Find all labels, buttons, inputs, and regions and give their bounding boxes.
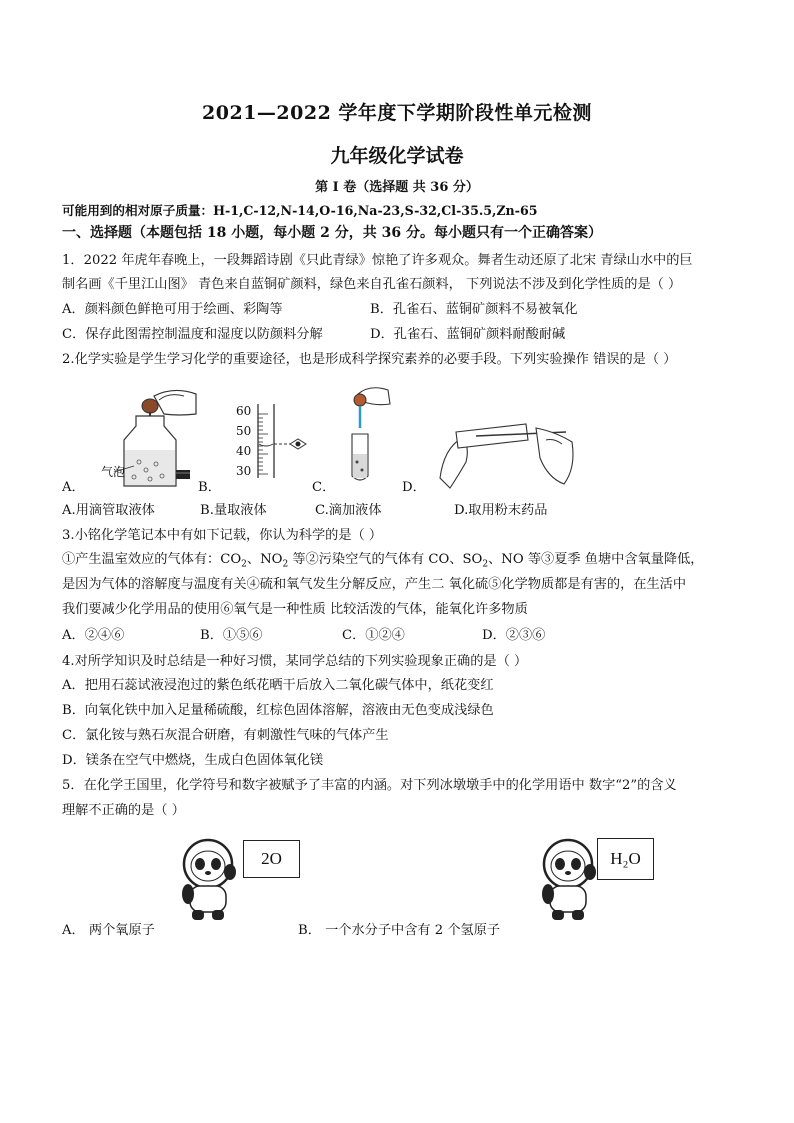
q4-option-d: D．镁条在空气中燃烧，生成白色固体氧化镁 [62,753,324,768]
q3-line1: ①产生温室效应的气体有：$CO_2$、$NO_2$ 等②污染空气的气体有 CO、$SO_2$、NO 等③夏季 鱼塘中含氧量降低， [62,552,704,570]
q2-letter-c: C． [312,480,336,495]
q4-option-c: C．氯化铵与熟石灰混合研磨，有刺激性气味的气体产生 [62,728,389,743]
q4-stem: 4.对所学知识及时总结是一种好习惯，某同学总结的下列实验现象正确的是（ ） [62,654,528,669]
q1-stem-line1: 1．2022 年虎年春晚上，一段舞蹈诗剧《只此青绿》惊艳了许多观众。舞者生动还原了北宋 青绿山水中的巨 [62,253,693,268]
q1-option-a: A．颜料颜色鲜艳可用于绘画、彩陶等 [62,302,283,317]
q3-option-c: C．①②④ [342,628,405,643]
q4-option-a: A．把用石蕊试液浸泡过的紫色纸花晒干后放入二氧化碳气体中，纸花变红 [62,678,494,693]
q5-stem-line1: 5．在化学王国里，化学符号和数字被赋予了丰富的内涵。对下列冰墩墩手中的化学用语中 数字“2”的含义 [62,778,677,793]
q5-stem-line2: 理解不正确的是（ ） [62,803,185,818]
q3-option-a: A．②④⑥ [62,628,125,643]
q3-line2: 是因为气体的溶解度与温度有关④硫和氧气发生分解反应，产生二 氧化硫⑤化学物质都是有害的，在生活中 [62,577,687,592]
q2-caption-b: B.量取液体 [200,503,267,518]
powder-spatula-figure [436,418,586,490]
tick-50: 50 [236,424,252,438]
exam-subtitle: 九年级化学试卷 [330,145,464,167]
q1-option-d: D．孔雀石、蓝铜矿颜料耐酸耐碱 [370,327,566,342]
bubble-label: 气泡 [101,465,126,479]
tick-30: 30 [236,464,252,478]
tick-40: 40 [236,444,252,458]
atomic-mass-note: 可能用到的相对原子质量：H-1,C-12,N-14,O-16,Na-23,S-32,Cl-35.5,Zn-65 [62,203,538,218]
q1-option-c: C．保存此图需控制温度和湿度以防颜料分解 [62,327,323,342]
q5-option-a: A． 两个氧原子 [62,923,155,938]
sign-2o: 2O [243,840,300,878]
q3-line3: 我们要减少化学用品的使用⑥氧气是一种性质 比较活泼的气体，能氧化许多物质 [62,602,528,617]
dropper-test-tube-figure [340,384,400,484]
q1-option-b: B．孔雀石、蓝铜矿颜料不易被氧化 [370,302,578,317]
section-heading: 一、选择题（本题包括 18 小题，每小题 2 分，共 36 分。每小题只有一个正确答案） [62,225,602,241]
q3-stem: 3.小铭化学笔记本中有如下记载，你认为科学的是（ ） [62,528,383,543]
q2-stem: 2.化学实验是学生学习化学的重要途径，也是形成科学探究素养的必要手段。下列实验操作 错误的是（ ） [62,352,677,367]
q1-stem-line2: 制名画《千里江山图》 青色来自蓝铜矿颜料，绿色来自孔雀石颜料， 下列说法不涉及到化学性质的是（ ） [62,277,682,292]
q2-letter-b: B． [198,480,221,495]
q2-letter-a: A． [62,480,85,495]
panda-mascot-a [170,832,250,922]
q3-option-d: D．②③⑥ [482,628,546,643]
q5-option-b: B． 一个水分子中含有 2 个氢原子 [298,923,501,938]
q2-caption-a: A.用滴管取液体 [62,503,155,518]
exam-title: 2021—2022 学年度下学期阶段性单元检测 [202,102,592,124]
q3-option-b: B．①⑤⑥ [200,628,263,643]
q2-letter-d: D． [402,480,426,495]
q4-option-b: B．向氧化铁中加入足量稀硫酸，红棕色固体溶解，溶液由无色变成浅绿色 [62,703,494,718]
q2-caption-c: C.滴加液体 [315,503,382,518]
sign-h2o: H₂O [597,838,654,880]
part-heading: 第 I 卷（选择题 共 36 分） [315,180,479,195]
q2-caption-d: D.取用粉末药品 [454,503,548,518]
tick-60: 60 [236,404,252,418]
